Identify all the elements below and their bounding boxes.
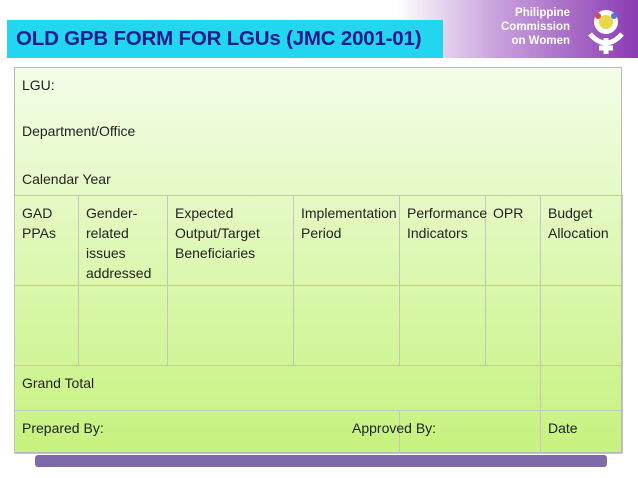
table-cell: [541, 286, 623, 366]
table-cell: [294, 286, 400, 366]
table-row: [15, 286, 623, 366]
logo-line-1: Philippine: [515, 7, 570, 19]
pcw-logo-text: [498, 6, 570, 48]
pcw-logo-icon: [576, 4, 634, 56]
table-cell: [486, 286, 541, 366]
date-label: Date: [541, 411, 623, 454]
col-header-gender-issues: Gender-related issues addressed: [79, 196, 168, 286]
logo-line-2: Commission: [500, 21, 570, 33]
slide-title-box: [7, 20, 443, 58]
table-cell: [168, 286, 294, 366]
calendar-year-label: Calendar Year: [22, 171, 111, 187]
slide-title: OLD GPB FORM FOR LGUs (JMC 2001-01): [16, 27, 422, 50]
table-cell: [400, 286, 486, 366]
footer-shadow-bar: [35, 455, 607, 467]
lgu-label: LGU:: [22, 77, 55, 93]
col-header-opr: OPR: [486, 196, 541, 286]
col-header-expected-output: Expected Output/Target Beneficiaries: [168, 196, 294, 286]
prepared-by-label: Prepared By:: [15, 411, 400, 454]
grand-total-row: [15, 366, 623, 411]
grand-total-label: Grand Total: [15, 366, 541, 411]
department-label: Department/Office: [22, 123, 136, 139]
grand-total-value: [541, 366, 623, 411]
signature-row: [15, 411, 623, 454]
col-header-gad-ppas: GAD PPAs: [15, 196, 79, 286]
col-header-implementation-period: Implementation Period: [294, 196, 400, 286]
col-header-budget-allocation: Budget Allocation: [541, 196, 623, 286]
table-header-row: [15, 196, 623, 286]
table-cell: [15, 286, 79, 366]
logo-line-3: on Women: [511, 35, 570, 47]
table-cell: [79, 286, 168, 366]
approved-by-text: Approved By:: [352, 420, 437, 436]
approved-by-label: [352, 411, 541, 454]
col-header-performance-indicators: Performance Indicators: [400, 196, 486, 286]
gad-plan-table: [14, 195, 623, 454]
